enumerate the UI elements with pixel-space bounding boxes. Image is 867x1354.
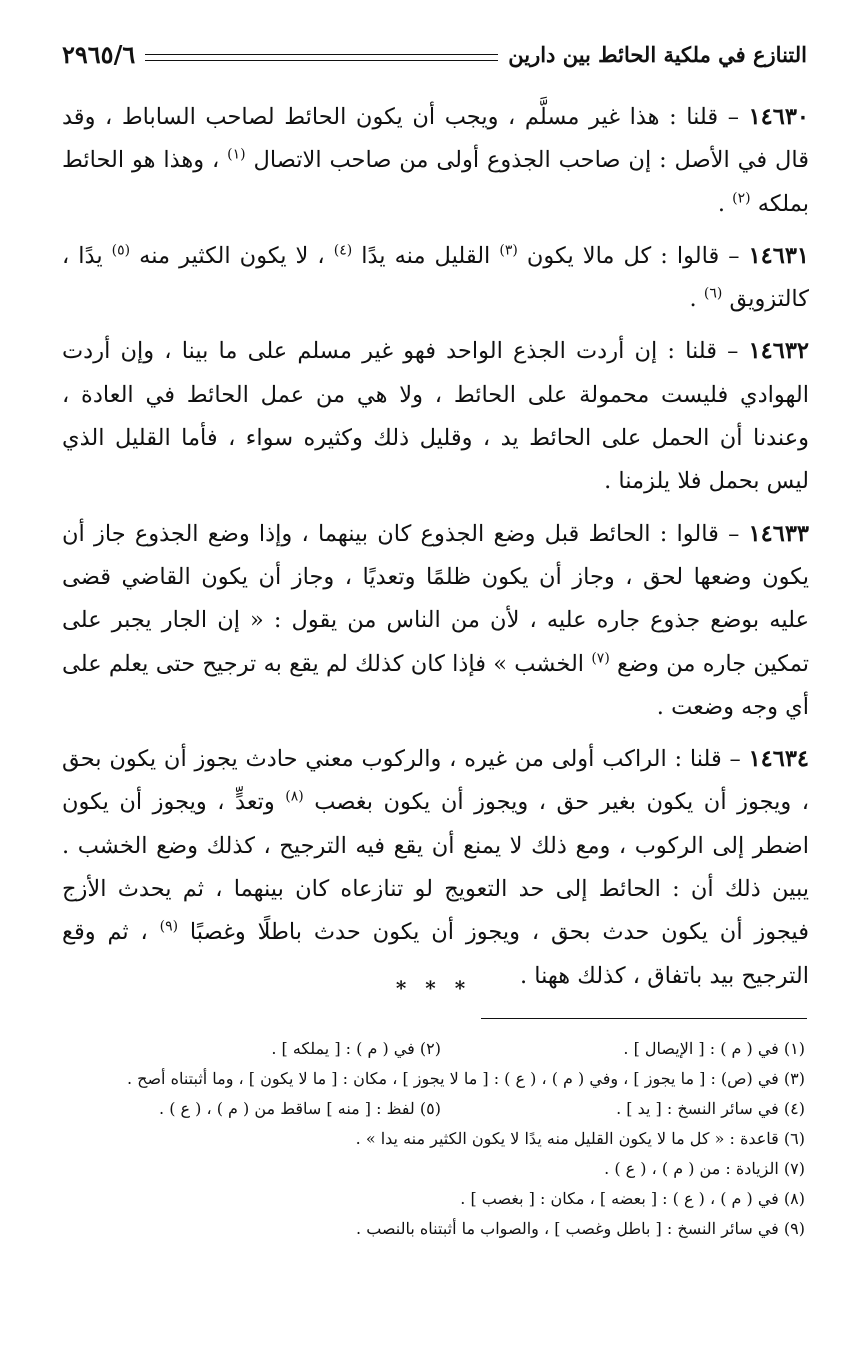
paragraph-text: ، لا يكون الكثير منه [130, 242, 334, 269]
footnote-2: (٢) في ( م ) : [ يملكه ] . [271, 1039, 441, 1058]
paragraph-text: – قالوا : كل مالا يكون [517, 242, 749, 269]
paragraph-number: ١٤٦٣٤ [748, 746, 809, 773]
footnote-ref-7[interactable]: (٧) [591, 650, 610, 667]
paragraph-number: ١٤٦٣٣ [748, 520, 809, 547]
footnote-ref-9[interactable]: (٩) [159, 918, 179, 935]
footnote-7: (٧) الزيادة : من ( م ) ، ( ع ) . [604, 1159, 805, 1178]
footnote-5: (٥) لفظ : [ منه ] ساقط من ( م ) ، ( ع ) . [159, 1099, 441, 1118]
paragraph-text: . [689, 286, 704, 313]
footnote-1: (١) في ( م ) : [ الإيصال ] . [623, 1039, 805, 1058]
footnote-ref-4[interactable]: (٤) [333, 242, 353, 259]
paragraph-text: يدًا ، كالتزويق [62, 242, 809, 313]
footnotes [62, 1034, 805, 1244]
paragraph-text: ، ثم وقع الترجيح بيد باتفاق ، كذلك ههنا . [62, 919, 809, 989]
paragraph-text: . [717, 190, 733, 217]
paragraph-text: القليل منه يدًا [352, 242, 500, 269]
footnote-4: (٤) في سائر النسخ : [ يد ] . [616, 1099, 805, 1118]
paragraph-text: – قالوا : الحائط قبل وضع الجذوع كان بينهما ، وإذا وضع الجذوع جاز أن يكون وضعها لحق ، وجاز أن يكون ظلمًا وتعديًا ، وجاز أن يكون القاضي قضى عليه بوضع جذوع جاره عليه ، لأن من الناس من يقول : « إن الجار يجبر على تمكين جاره من وضع [62, 520, 810, 677]
paragraph-text: الخشب » فإذا كان كذلك لم يقع به ترجيح حتى يعلم على أي وجه وضعت . [62, 650, 809, 720]
footnote-ref-2[interactable]: (٢) [732, 190, 751, 207]
paragraph-number: ١٤٦٣٢ [748, 338, 809, 365]
paragraph-14633 [62, 513, 809, 729]
paragraph-text: وتعدٍّ ، ويجوز أن يكون اضطر إلى الركوب ، ومع ذلك لا يمنع أن يقع فيه الترجيح ، كذلك وضع الخشب . يبين ذلك أن : الحائط إلى حد التعويج لو تنازعاه كان بينهما ، ثم يحدث الأزج فيجوز أن يكون حدث بحق ، ويجوز أن يكون حدث باطلًا وغصبًا [62, 789, 809, 946]
footnote-rule [481, 1018, 807, 1019]
paragraph-text: ، وهذا هو الحائط بملكه [62, 147, 809, 217]
footnote-ref-6[interactable]: (٦) [703, 285, 723, 302]
footnote-ref-8[interactable]: (٨) [285, 788, 304, 805]
paragraph-14632 [62, 330, 809, 503]
footnote-row [62, 1034, 805, 1064]
footnote-ref-3[interactable]: (٣) [499, 242, 518, 259]
paragraph-number: ١٤٦٣٠ [748, 104, 809, 130]
footnote-8: (٨) في ( م ) ، ( ع ) : [ بعضه ] ، مكان : [ بغصب ] . [460, 1189, 805, 1208]
page-number: ٢٩٦٥/٦ [62, 39, 136, 69]
footnote-row [62, 1094, 805, 1124]
footnote-9: (٩) في سائر النسخ : [ باطل وغصب ] ، والصواب ما أثبتناه بالنصب . [356, 1219, 805, 1238]
paragraph-text: – قلنا : الراكب أولى من غيره ، والركوب معني حادث يجوز أن يكون بحق ، ويجوز أن يكون بغير حق ، ويجوز أن يكون بغصب [62, 746, 809, 816]
body-text [62, 96, 809, 1007]
paragraph-text: – قلنا : إن أردت الجذع الواحد فهو غير مسلم على ما بينا ، وإن أردت الهوادي فليست محمولة على الحائط ، ولا هي من عمل الحائط في العادة ، وعندنا أن الحمل على الحائط يد ، وقليل ذلك وكثيره سواء ، فأما القليل الذي ليس بحمل فلا يلزمنا . [62, 338, 809, 495]
footnote-3: (٣) في (ص) : [ ما يجوز ] ، وفي ( م ) ، ( ع ) : [ ما لا يجوز ] ، مكان : [ ما لا يكون ] ، وما أثبتناه أصح . [126, 1069, 805, 1088]
footnote-ref-1[interactable]: (١) [227, 146, 246, 163]
section-separator: * * * [395, 976, 472, 1000]
paragraph-text: – قلنا : هذا غير مسلَّم ، ويجب أن يكون الحائط لصاحب الساباط ، وقد قال في الأصل : إن صاحب الجذوع أولى من صاحب الاتصال [62, 104, 809, 174]
paragraph-14634 [62, 738, 809, 998]
paragraph-14630 [62, 96, 809, 226]
paragraph-number: ١٤٦٣١ [748, 242, 810, 269]
paragraph-14631 [62, 235, 809, 322]
footnote-ref-5[interactable]: (٥) [111, 242, 131, 259]
running-title: التنازع في ملكية الحائط بين دارين [508, 41, 807, 67]
running-header [62, 34, 807, 74]
footnote-6: (٦) قاعدة : « كل ما لا يكون القليل منه يدًا لا يكون الكثير منه يدا » . [355, 1129, 805, 1148]
header-rule [145, 54, 498, 61]
